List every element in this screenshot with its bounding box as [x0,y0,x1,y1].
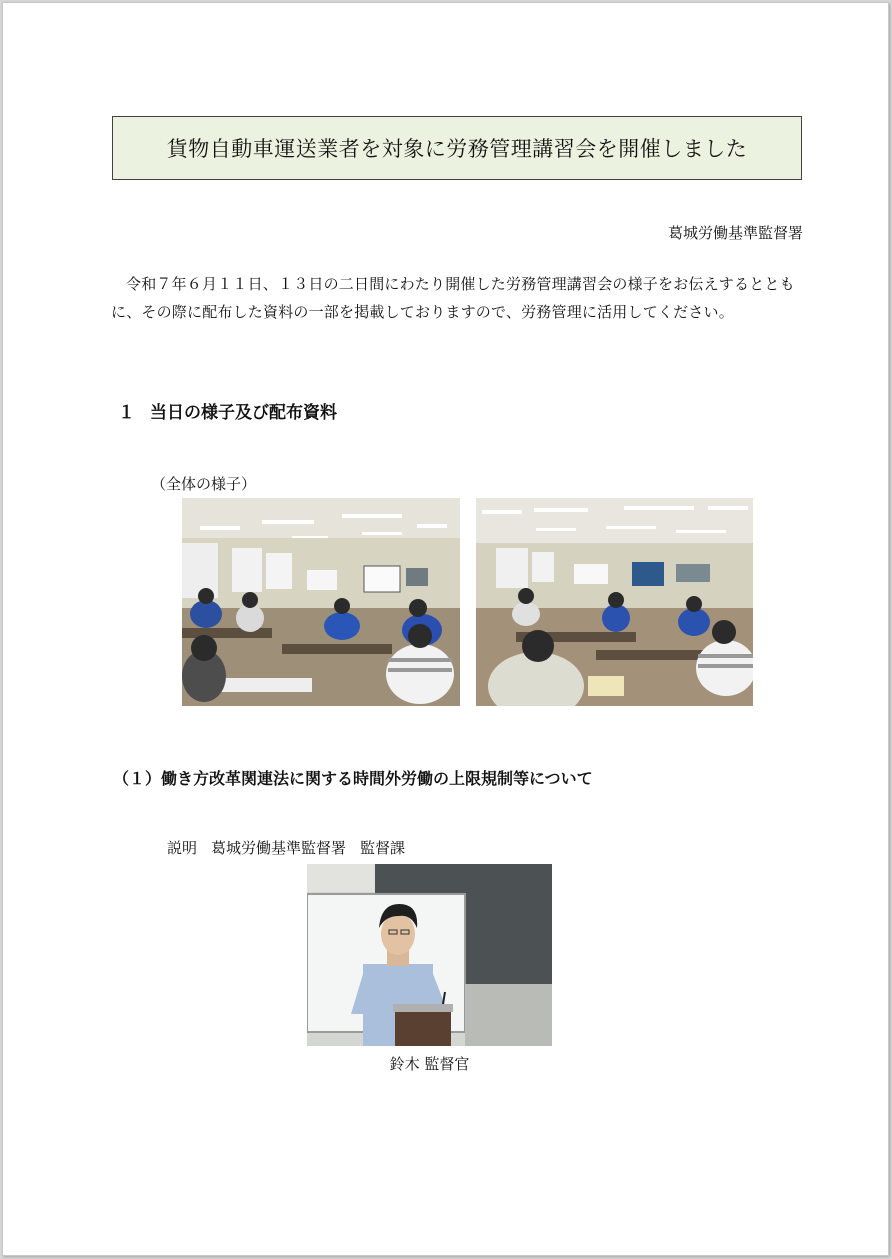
explanation-org: 葛城労働基準監督署 [211,839,347,857]
speaker-photo [307,864,552,1046]
office-name: 葛城労働基準監督署 [667,224,803,242]
section-heading [118,398,337,423]
document-page [2,2,889,1256]
overall-caption: （全体の様子） [151,475,257,493]
speaker-caption: 鈴木 監督官 [389,1055,470,1073]
seminar-photo-left [182,498,460,706]
subsection-heading: （１）働き方改革関連法に関する時間外労働の上限規制等について [113,769,593,788]
section-number: １ [118,403,135,423]
intro-paragraph: 令和７年６月１１日、１３日の二日間にわたり開催した労務管理講習会の様子をお伝えするとともに、その際に配布した資料の一部を掲載しておりますので、労務管理に活用してください。 [111,275,795,321]
explanation-label: 説明 [167,839,198,857]
explanation-dept: 監督課 [360,839,406,857]
seminar-photo-right [476,498,753,706]
explanation-line [167,837,419,858]
page-title: 貨物自動車運送業者を対象に労務管理講習会を開催しました [112,116,802,180]
section-title: 当日の様子及び配布資料 [150,403,337,423]
